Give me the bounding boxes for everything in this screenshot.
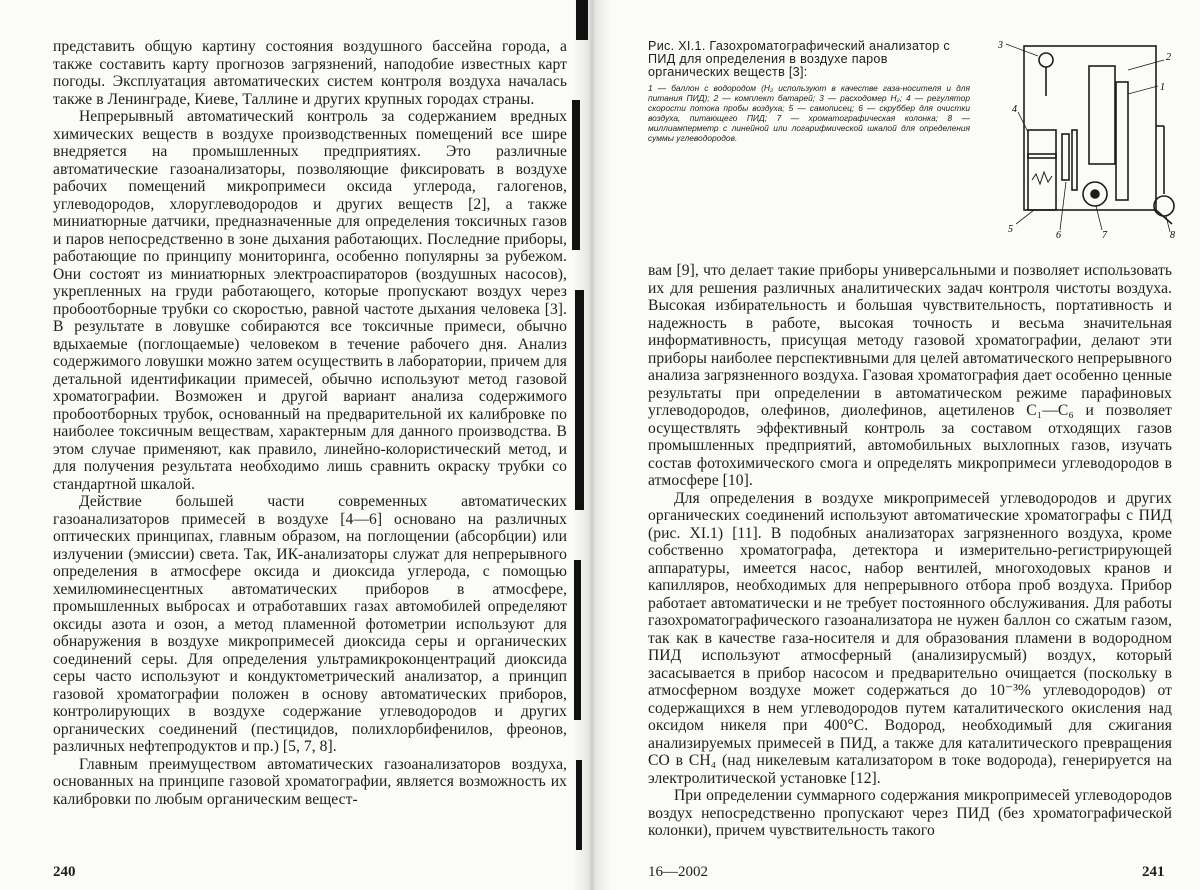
- component-6-tube: [1072, 130, 1077, 190]
- left-paragraph-3: Действие большей части современных автоматических газоанализаторов примесей в воздухе [4—6] основано на различных оптических принципах, главным образом, на поглощении (абсорбции) или излучении (эмиссии) света. Так, ИК-анализаторы служат для непрерывного определения в атмосфере оксида и диоксида углерода, с помощью хемилюминесцентных автоматических приборов в атмосфере, промышленных выбросах и отработавших газах автомобилей определяют оксиды азота и озон, а метод пламенной фотометрии используют для обнаружения в воздухе микропримесей диоксида серы и органических соединений серы. Для определения ультрамикроконцентраций диоксида серы часто используют и кондуктометрический анализатор, а принцип газовой хроматографии положен в основу автоматических приборов, контролирующих в воздухе содержание углеводородов и других органических соединений (пестицидов, полихлорбифенилов, фреонов, различных нефтепродуктов и пр.) [5, 7, 8].: [53, 493, 567, 755]
- component-2-battery: [1089, 66, 1115, 164]
- right-page-number: 241: [1142, 864, 1165, 880]
- left-paragraph-2: Непрерывный автоматический контроль за содержанием вредных химических веществ в воздухе производственных помещений все шире внедряется на промышленных предприятиях. Это различные автоматические газоанализаторы, позволяющие фиксировать в воздухе рабочих помещений микропримеси оксида углерода, галогенов, углеводородов, хлоруглеводородов и других веществ [2], а также миниатюрные датчики, предназначенные для определения токсичных газов и паров непосредственно в зоне дыхания работающих. Последние приборы, работающие по принципу мониторинга, особенно популярны за рубежом. Они состоят из миниатюрных электроаспираторов (воздушных насосов), укрепленных на груди работающего, которые пропускают воздух через пробоотборные трубки со скоростью, равной частоте дыхания человека [3]. В результате в ловушке собираются все токсичные примеси, обычно вдыхаемые (поглощаемые) человеком в течение рабочего дня. Анализ содержимого ловушки можно затем осуществить в лаборатории, причем для детальной идентификации примесей, обычно используют метод газовой хроматографии. Возможен и другой вариант анализа содержимого пробоотборных трубок, основанный на предварительной их калибровке по наиболее токсичным веществам, характерным для данного производства. В этом случае применяют, как правило, линейно-колористический метод, и для получения результата необходимо лишь сравнить окраску трубки со стандартной шкалой.: [53, 108, 567, 493]
- figure-label-2: 2: [1166, 52, 1171, 63]
- component-3-flowmeter: [1039, 53, 1053, 67]
- right-page-text: [648, 262, 1172, 840]
- figure-caption-legend: 1 — баллон с водородом (H₂ используют в качестве газа-носителя и для питания ПИД); 2 — комплект батарей; 3 — расходомер H₂; 4 — регулятор скорости потока пробы воздуха; 5 — самописец; 6 — скруббер для очистки воздуха, питающего ПИД; 7 — хроматографическая колонка; 8 — миллиамперметр с линейной или логарифмической шкалой для определения суммы углеводородов.: [648, 83, 970, 143]
- figure-label-5: 5: [1008, 224, 1013, 235]
- component-8-milliammeter: [1154, 196, 1174, 216]
- component-1-cylinder: [1116, 82, 1128, 200]
- component-5-recorder: [1028, 154, 1056, 210]
- analyzer-diagram: [998, 34, 1188, 240]
- figure-label-6: 6: [1056, 230, 1061, 240]
- left-page-text: [53, 38, 567, 808]
- analyzer-housing: [1024, 46, 1156, 210]
- figure-label-7: 7: [1102, 230, 1107, 240]
- figure-caption-title: Рис. XI.1. Газохроматографический анализатор с ПИД для определения в воздухе паров органических веществ [3]:: [648, 39, 950, 79]
- left-page-number: 240: [53, 864, 76, 880]
- figure-label-4: 4: [1012, 104, 1017, 115]
- figure-label-3: 3: [998, 40, 1003, 51]
- figure-caption: [648, 40, 970, 143]
- right-page: [604, 0, 1200, 890]
- right-paragraph-1: вам [9], что делает такие приборы универсальными и позволяет использовать их для решения различных аналитических задач контроля чистоты воздуха. Высокая избирательность и большая чувствительность, портативность и надежность в работе, высокая точность и весьма значительная информативность, присущая методу газовой хроматографии, делают эти приборы наиболее перспективными для целей автоматического непрерывного анализа загрязненного воздуха. Газовая хроматография дает особенно ценные результаты при определении в автоматическом режиме парафиновых углеводородов, олефинов, диолефинов, ацетиленов C₁—C₆ и позволяет осуществлять эффективный контроль за составом отходящих газов промышленных предприятий, автомобильных выхлопных газов, изучать состав фотохимического смога и определять микропримеси углеводородов в атмосфере [10].: [648, 262, 1172, 489]
- left-paragraph-1: представить общую картину состояния воздушного бассейна города, а также составить карту прогнозов загрязнений, наподобие известных карт погоды. Эксплуатация автоматических систем контроля воздуха началась также в Ленинграде, Киеве, Таллине и других крупных городах страны.: [53, 38, 567, 108]
- figure-label-1: 1: [1160, 82, 1165, 93]
- figure-label-8: 8: [1170, 230, 1175, 240]
- left-page: [0, 0, 598, 890]
- analyzer-figure: [998, 34, 1188, 240]
- component-6-scrubber: [1062, 134, 1069, 180]
- printer-signature: 16—2002: [648, 864, 708, 880]
- right-paragraph-3: При определении суммарного содержания микропримесей углеводородов воздух непосредственно пропускают через ПИД (без хроматографической колонки), причем чувствительность такого: [648, 787, 1172, 839]
- left-paragraph-4: Главным преимуществом автоматических газоанализаторов воздуха, основанных на принципе газовой хроматографии, является возможность их калибровки по любым органическим вещест-: [53, 755, 567, 808]
- right-paragraph-2: Для определения в воздухе микропримесей углеводородов и других органических соединений используют автоматические хроматографы с ПИД (рис. XI.1) [11]. В подобных анализаторах загрязненного воздуха, кроме собственно хроматографа, детектора и измерительно-регистрирующей аппаратуры, имеется насос, набор вентилей, многоходовых кранов и капилляров, необходимых для непрерывного отбора проб воздуха. Прибор работает автоматически и не требует постоянного обслуживания. Для работы газохроматографического газоанализатора не нужен баллон со сжатым газом, так как в качестве газа-носителя и для образования пламени в водородном ПИД используют атмосферный (анализирусмый) воздух, который засасывается в прибор насосом и предварительно очищается (поскольку в атмосферном воздухе может содержаться до 10⁻³% углеводородов) от содержащихся в нем углеводородов путем каталитического окисления над оксидом никеля при 400°C. Водород, необходимый для сжигания анализируемых примесей в ПИД, а также для каталитического превращения CO в CH₄ (над никелевым катализатором в токе водорода), генерируется на электролитической установке [12].: [648, 489, 1172, 787]
